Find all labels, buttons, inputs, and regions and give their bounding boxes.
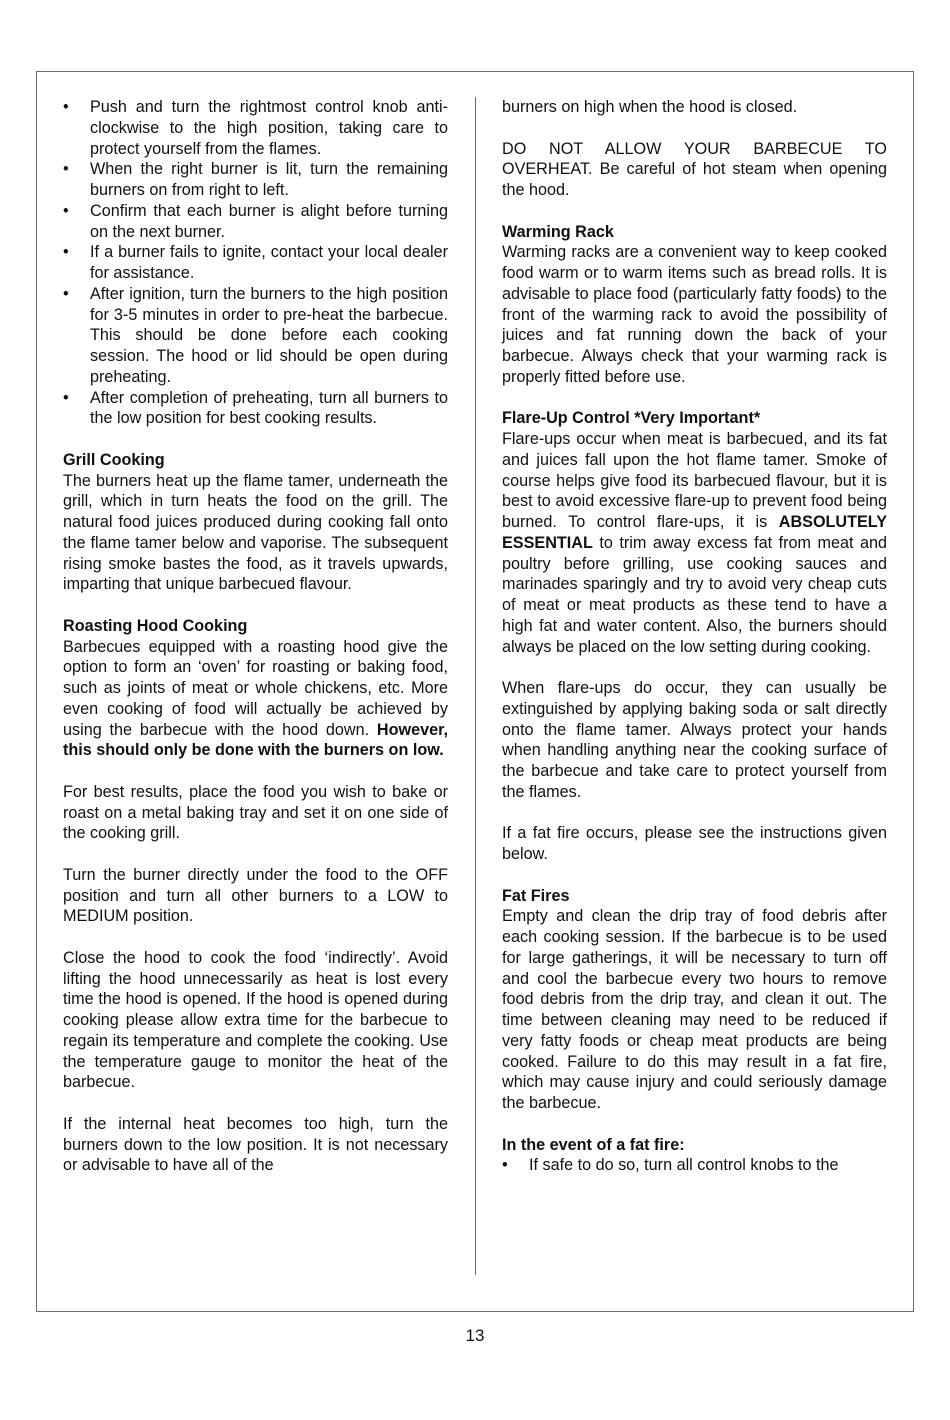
warming-rack-text: Warming racks are a convenient way to keep cooked food warm or to warm items such as bread rolls. It is advisable to place food (particularly fatty foods) to the front of the warming rack to avoid the possibility of juices and fat running down the back of your barbecue. Always check that your warming rack is properly fitted before use. <box>502 243 887 386</box>
grill-cooking-text: The burners heat up the flame tamer, underneath the grill, which in turn heats the food on the grill. The natural food juices produced during cooking fall onto the flame tamer below and vaporise. The subsequent rising smoke bastes the food, as it travels upwards, imparting that unique barbecued flavour. <box>63 471 448 594</box>
grill-cooking-heading: Grill Cooking <box>63 450 165 469</box>
warming-rack-heading: Warming Rack <box>502 222 614 241</box>
fat-fires-text: Empty and clean the drip tray of food debris after each cooking session. If the barbecue is to be used for large gatherings, it will be necessary to turn off and cool the barbecue every two hours to remove food debris from the drip tray, and clean it out. The time between cleaning may need to be reduced if very fatty foods or cheap meat products are being cooked. Failure to do this may result in a fat fire, which may cause injury and could seriously damage the barbecue. <box>502 907 887 1112</box>
list-item: • After ignition, turn the burners to the high position for 3-5 minutes in order to pre-heat the barbecue. This should be done before each cooking session. The hood or lid should be open during preheating. <box>63 284 448 388</box>
flare-up-heading: Flare-Up Control *Very Important* <box>502 409 761 428</box>
list-item: • If a burner fails to ignite, contact your local dealer for assistance. <box>63 242 448 284</box>
fat-fires-heading: Fat Fires <box>502 886 570 905</box>
continued-text: burners on high when the hood is closed. <box>502 98 798 116</box>
right-column <box>502 97 887 1176</box>
list-item: • Confirm that each burner is alight before turning on the next burner. <box>63 201 448 243</box>
roasting-hood-body: Barbecues equipped with a roasting hood give the option to form an ‘oven’ for roasting or baking food, such as joints of meat or whole chickens, etc. More even cooking of food will actually be achieved by using the barbecue with the hood down. <box>63 637 448 739</box>
fat-fire-reference-text: If a fat fire occurs, please see the instructions given below. <box>502 824 887 863</box>
flare-up-extinguish-text: When flare-ups do occur, they can usually be extinguished by applying baking soda or salt directly onto the flame tamer. Always protect your hands when handling anything near the cooking surface of the barbecue and take care to protect yourself from the flames. <box>502 679 887 801</box>
column-divider <box>475 97 476 1275</box>
close-hood-text: Close the hood to cook the food ‘indirectly’. Avoid lifting the hood unnecessarily as heat is lost every time the hood is opened. If the hood is opened during cooking please allow extra time for the barbecue to regain its temperature and complete the cooking. Use the temperature gauge to monitor the heat of the barbecue. <box>63 948 448 1092</box>
internal-heat-text: If the internal heat becomes too high, turn the burners down to the low position. It is not necessary or advisable to have all of the <box>63 1114 448 1175</box>
list-item: • When the right burner is lit, turn the remaining burners on from right to left. <box>63 159 448 201</box>
left-column <box>63 97 448 1176</box>
page-number: 13 <box>465 1326 485 1345</box>
roasting-hood-text <box>63 637 448 762</box>
list-item: • Push and turn the rightmost control knob anti-clockwise to the high position, taking care to protect yourself from the flames. <box>63 97 448 159</box>
lighting-steps-list <box>63 97 448 429</box>
overheat-warning-text: DO NOT ALLOW YOUR BARBECUE TO OVERHEAT. Be careful of hot steam when opening the hood. <box>502 139 887 199</box>
fat-fire-steps-list <box>502 1155 887 1176</box>
flare-up-emphasis: ABSOLUTELY ESSENTIAL <box>502 513 887 552</box>
flare-up-text-start: Flare-ups occur when meat is barbecued, and its fat and juices fall upon the hot flame tamer. Smoke of course helps give food its barbecued flavour, but it is best to avoid excessive flare-up to prevent food being burned. To control flare-ups, it is <box>502 430 887 531</box>
fat-fire-event-heading: In the event of a fat fire: <box>502 1135 685 1154</box>
list-item: • If safe to do so, turn all control knobs to the <box>502 1155 887 1176</box>
burner-position-text: Turn the burner directly under the food to the OFF position and turn all other burners to a LOW to MEDIUM position. <box>63 865 448 926</box>
list-item: • After completion of preheating, turn all burners to the low position for best cooking results. <box>63 388 448 430</box>
roasting-hood-warning: However, this should only be done with the burners on low. <box>63 720 449 760</box>
roasting-hood-heading: Roasting Hood Cooking <box>63 616 248 635</box>
best-results-text: For best results, place the food you wish to bake or roast on a metal baking tray and set it on one side of the cooking grill. <box>63 782 448 843</box>
flare-up-text-end: to trim away excess fat from meat and poultry before grilling, use cooking sauces and marinades sparingly and try to avoid very cheap cuts of meat or meat products as these tend to have a high fat and water content. Also, the burners should always be placed on the low setting during cooking. <box>502 533 887 656</box>
flare-up-text <box>502 429 887 657</box>
